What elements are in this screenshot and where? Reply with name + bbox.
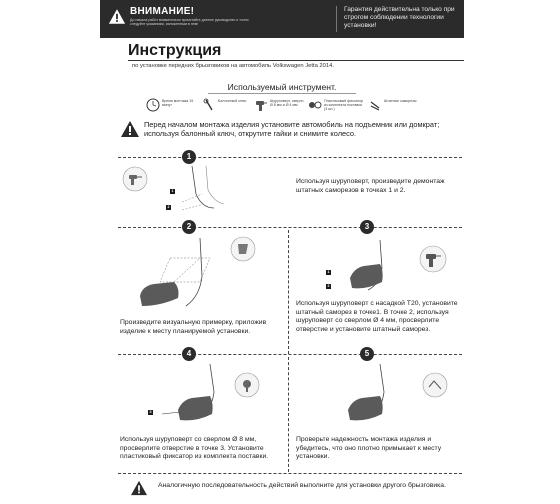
tools-heading-underline: [208, 93, 356, 94]
drill-icon: [254, 98, 268, 112]
page-subtitle: по установке передних брызговиков на автомобиль Volkswagen Jetta 2014.: [132, 63, 334, 69]
wrench-icon: [202, 98, 216, 112]
footer-note: Аналогичную последовательность действий выполните для установки другого брызговика.: [158, 482, 446, 489]
header-divider: [336, 6, 337, 32]
mudflap-installed-illustration: [330, 238, 410, 300]
point-label: 2: [167, 205, 170, 209]
warning-triangle-icon: [130, 480, 148, 496]
step-1-text: Используя шуруповерт, произведите демонтаж штатных саморезов в точках 1 и 2.: [296, 178, 445, 194]
tool-label: Пластиковый фиксатор из комплекта поставки (3 шт.): [324, 99, 364, 112]
page-title: Инструкция: [128, 42, 222, 59]
step-2-text: Произведите визуальную примерку, приложив изделие к месту планируемой установки.: [120, 319, 267, 335]
check-detail-icon: [422, 372, 448, 398]
intro-instruction: Перед началом монтажа изделия установите автомобиль на подъемник или домкрат; используя балонный ключ, открутите гайки и снимите колесо.: [144, 120, 440, 138]
tools-list: [142, 96, 462, 118]
instruction-sheet: [100, 0, 464, 504]
tool-label: Баллонный ключ: [218, 99, 247, 103]
tool-label: Время монтажа 15 минут: [162, 99, 194, 108]
point-label: 2: [327, 284, 330, 288]
drill-detail-icon: [418, 244, 448, 274]
tool-label: Штатные саморезы: [384, 99, 417, 103]
title-underline: [128, 60, 464, 61]
step-number-badge: 3: [360, 220, 374, 234]
section-divider: [118, 354, 462, 355]
step-number-badge: 4: [182, 347, 196, 361]
screwdriver-detail-icon: [122, 166, 148, 192]
tool-label: Шуруповерт, сверло Ø 8 мм и Ø 4 мм: [270, 99, 304, 108]
step-number-badge: 2: [182, 220, 196, 234]
step-4-text: Используя шуруповерт со сверлом Ø 8 мм, просверлите отверстие в точке 3. Установите пластиковый фиксатор из комплекта поставки.: [120, 436, 269, 461]
point-label: 3: [149, 410, 152, 414]
step-number-badge: 5: [360, 347, 374, 361]
clock-icon: [146, 98, 160, 112]
warning-title: ВНИМАНИЕ!: [130, 6, 195, 17]
column-divider: [288, 230, 289, 354]
step-number-badge: 1: [182, 150, 196, 164]
section-divider: [118, 227, 462, 228]
fastener-icon: [308, 98, 322, 112]
point-label: 1: [327, 270, 330, 274]
section-divider: [118, 157, 462, 158]
step-5-text: Проверьте надежность монтажа изделия и убедитесь, что оно плотно примыкает к месту установки.: [296, 436, 442, 461]
warning-header: [100, 0, 464, 38]
column-divider: [288, 357, 289, 472]
wheel-arch-illustration: [162, 164, 252, 224]
step-3-text: Используя шуруповерт с насадкой Т20, установите штатный саморез в точке1. В точке 2, используя шуруповерт со сверлом Ø 4 мм, просверлите отверстие и установите штатный саморез.: [296, 300, 458, 333]
screw-icon: [368, 98, 382, 112]
guarantee-text: Гарантия действительна только при строгом соблюдении технологии установки!: [344, 6, 455, 29]
warning-text: До начала работ внимательно прочитайте данное руководство и точно следуйте указаниям, изложенным в нем!: [130, 18, 249, 27]
mudflap-drilling-illustration: [160, 362, 250, 428]
mudflap-fitting-illustration: [130, 236, 240, 316]
warning-triangle-icon: [108, 8, 126, 25]
tools-heading: Используемый инструмент.: [227, 82, 337, 92]
point-label: 1: [171, 189, 174, 193]
warning-triangle-icon: [120, 120, 140, 138]
mudflap-final-illustration: [330, 362, 420, 428]
section-divider: [118, 473, 462, 474]
